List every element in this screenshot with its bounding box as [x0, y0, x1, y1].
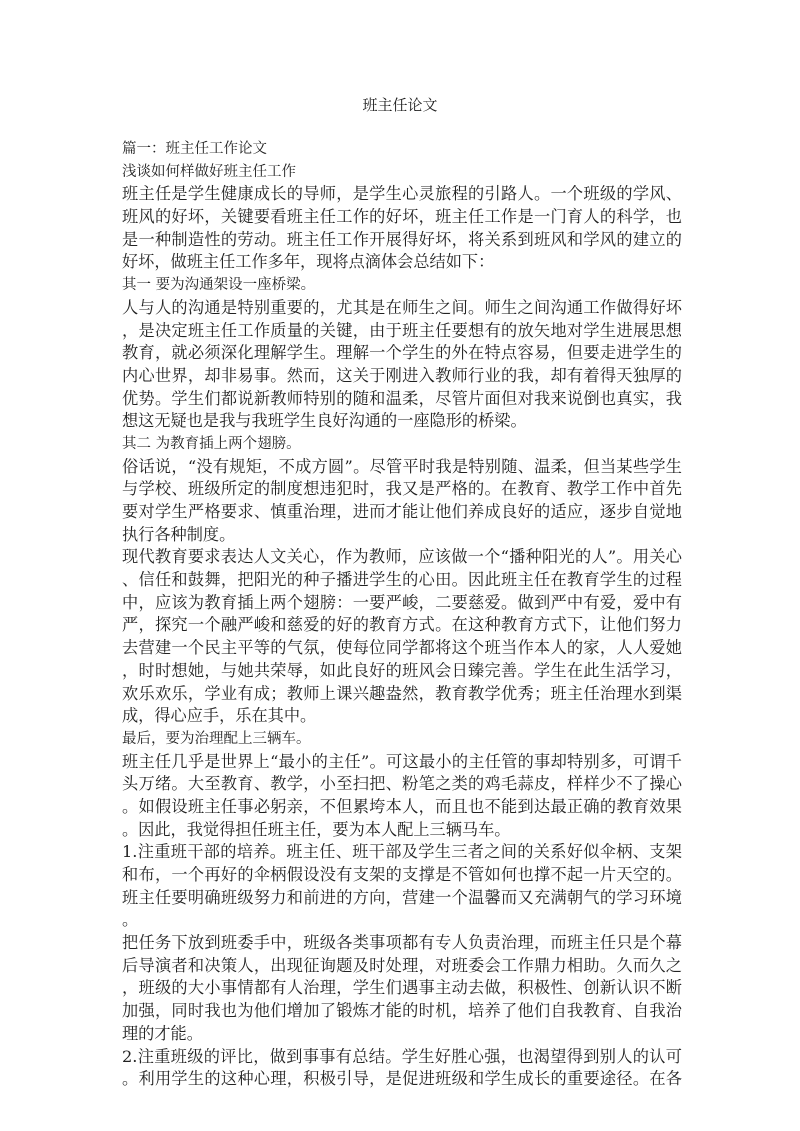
paragraph-line: 俗话说，“没有规矩，不成方圆”。尽管平时我是特别随、温柔，但当某些学生: [122, 456, 682, 476]
paragraph-line: 班风的好坏，关键要看班主任工作的好坏，班主任工作是一门育人的科学，也: [122, 207, 682, 227]
paragraph-line: 欢乐欢乐，学业有成；教师上课兴趣盎然，教育教学优秀；班主任治理水到渠: [122, 683, 682, 703]
paragraph-line: ，班级的大小事情都有人治理，学生们遇事主动去做，积极性、创新认识不断: [122, 978, 682, 998]
section-heading-line: 最后，要为治理配上三辆车。: [122, 730, 311, 747]
paragraph-line: 与学校、班级所定的制度想违犯时，我又是严格的。在教育、教学工作中首先: [122, 479, 682, 499]
paragraph-line: 1.注重班干部的培养。班主任、班干部及学生三者之间的关系好似伞柄、支架: [122, 842, 682, 862]
paragraph-line: 去营建一个民主平等的气氛，使每位同学都将这个班当作本人的家，人人爱她: [122, 638, 682, 658]
section-heading-line: 其一 要为沟通架设一座桥梁。: [122, 277, 316, 294]
paragraph-line: 后导演者和决策人，出现征询题及时处理，对班委会工作鼎力相助。久而久之: [122, 955, 682, 975]
paragraph-line: 理的才能。: [122, 1023, 203, 1043]
paragraph-line: 要对学生严格要求、慎重治理，进而才能让他们养成良好的适应，逐步自觉地: [122, 502, 682, 521]
paragraph-line: 。利用学生的这种心理，积极引导，是促进班级和学生成长的重要途径。在各: [122, 1069, 682, 1089]
document-title: 班主任论文: [362, 96, 438, 114]
section-heading-line: 篇一：班主任工作论文: [122, 141, 267, 157]
paragraph-line: 好坏，做班主任工作多年，现将点滴体会总结如下：: [122, 252, 495, 272]
paragraph-line: 中，应该为教育插上两个翅膀：一要严峻，二要慈爱。做到严中有爱，爱中有: [122, 592, 682, 612]
paragraph-line: 是一种制造性的劳动。班主任工作开展得好坏，将关系到班风和学风的建立的: [122, 229, 682, 249]
paragraph-line: 人与人的沟通是特别重要的，尤其是在师生之间。师生之间沟通工作做得好坏: [122, 297, 682, 317]
paragraph-line: 优势。学生们都说新教师特别的随和温柔，尽管片面但对我来说倒也真实，我: [122, 388, 682, 408]
paragraph-line: 班主任是学生健康成长的导师，是学生心灵旅程的引路人。一个班级的学风、: [122, 184, 682, 204]
paragraph-line: 。如假设班主任事必躬亲，不但累垮本人，而且也不能到达最正确的教育效果: [122, 796, 682, 816]
paragraph-line: 想这无疑也是我与我班学生良好沟通的一座隐形的桥梁。: [122, 411, 527, 431]
paragraph-line: 。: [122, 910, 139, 930]
paragraph-line: 现代教育要求表达人文关心，作为教师，应该做一个“播种阳光的人”。用关心: [122, 547, 682, 567]
section-heading-line: 浅谈如何样做好班主任工作: [122, 163, 296, 180]
paragraph-line: 严，探究一个融严峻和慈爱的好的教育方式。在这种教育方式下，让他们努力: [122, 615, 682, 635]
section-heading-line: 其二 为教育插上两个翅膀。: [122, 435, 301, 452]
paragraph-line: 成，得心应手，乐在其中。: [122, 706, 317, 726]
paragraph-line: 加强，同时我也为他们增加了锻炼才能的时机，培养了他们自我教育、自我治: [122, 1001, 682, 1021]
paragraph-line: 、信任和鼓舞，把阳光的种子播进学生的心田。因此班主任在教育学生的过程: [122, 570, 682, 590]
paragraph-line: 执行各种制度。: [122, 524, 236, 544]
paragraph-line: 头万绪。大至教育、教学，小至扫把、粉笔之类的鸡毛蒜皮，样样少不了操心: [122, 774, 682, 794]
paragraph-line: 和布，一个再好的伞柄假设没有支架的支撑是不管如何也撑不起一片天空的。: [122, 865, 682, 884]
paragraph-line: 2.注重班级的评比，做到事事有总结。学生好胜心强，也渴望得到别人的认可: [122, 1046, 682, 1066]
paragraph-line: 内心世界，却非易事。然而，这关于刚进入教师行业的我，却有着得天独厚的: [122, 365, 682, 385]
paragraph-line: 。因此，我觉得担任班主任，要为本人配上三辆马车。: [122, 819, 511, 839]
paragraph-line: 把任务下放到班委手中，班级各类事项都有专人负责治理，而班主任只是个幕: [122, 933, 682, 953]
paragraph-line: ，是决定班主任工作质量的关键，由于班主任要想有的放矢地对学生进展思想: [122, 320, 682, 340]
paragraph-line: 教育，就必须深化理解学生。理解一个学生的外在特点容易，但要走进学生的: [122, 343, 682, 363]
paragraph-line: 班主任要明确班级努力和前进的方向，营建一个温馨而又充满朝气的学习环境: [122, 887, 682, 907]
document-body: [122, 138, 682, 1091]
paragraph-line: 班主任几乎是世界上“最小的主任”。可这最小的主任管的事却特别多，可谓千: [122, 751, 682, 771]
paragraph-line: ，时时想她，与她共荣辱，如此良好的班风会日臻完善。学生在此生活学习，: [122, 660, 682, 680]
